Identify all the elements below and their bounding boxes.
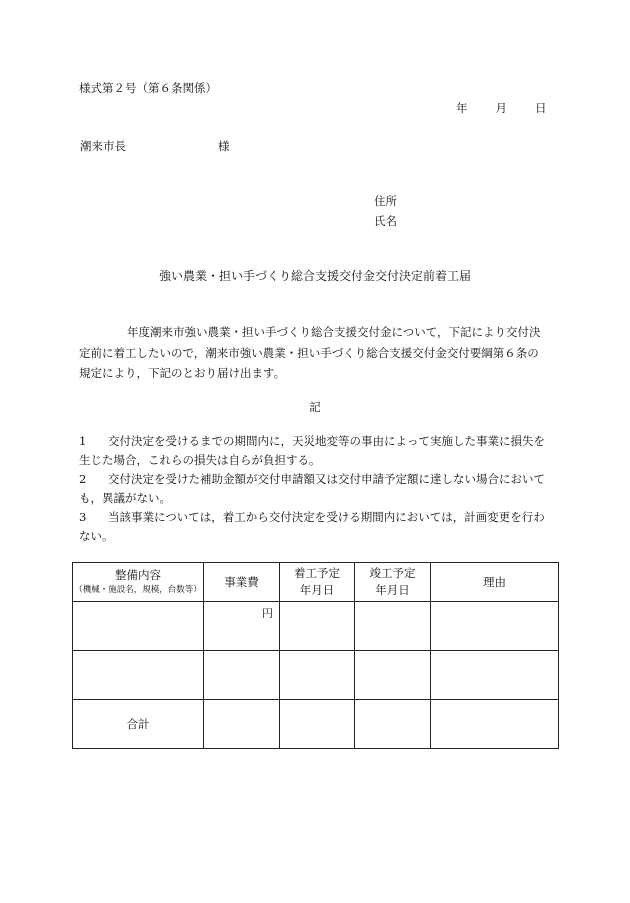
item-text: 当該事業については，着工から交付決定を受ける期間内においては，計画変更を行わない。 — [79, 510, 545, 543]
header-start-line2: 年月日 — [299, 583, 335, 597]
header-end-line2: 年月日 — [375, 583, 410, 597]
date-day-label: 日 — [535, 101, 547, 115]
start-date-cell[interactable] — [280, 602, 355, 651]
date-line — [456, 100, 547, 116]
end-date-cell[interactable] — [355, 651, 431, 700]
header-start-date — [280, 563, 355, 602]
total-label: 合計 — [73, 700, 204, 749]
item-number: 1 — [79, 434, 87, 448]
header-content-label: 整備内容 — [115, 568, 161, 582]
reason-cell[interactable] — [431, 602, 559, 651]
document-title: 強い農業・担い手づくり総合支援交付金交付決定前着工届 — [158, 269, 471, 283]
cost-cell[interactable] — [204, 602, 280, 651]
reason-cell[interactable] — [431, 651, 559, 700]
yen-unit: 円 — [262, 607, 273, 620]
start-date-cell[interactable] — [280, 651, 355, 700]
date-year-label: 年 — [456, 101, 468, 115]
list-item — [79, 432, 551, 469]
list-item — [79, 508, 551, 545]
total-reason-cell[interactable] — [431, 700, 559, 749]
end-date-cell[interactable] — [355, 602, 431, 651]
form-number: 様式第２号（第６条関係） — [79, 81, 217, 95]
addressee: 潮来市長 — [80, 139, 126, 153]
content-cell[interactable] — [73, 651, 204, 700]
header-end-line1: 竣工予定 — [369, 566, 416, 580]
ki-heading: 記 — [309, 400, 321, 414]
cost-cell[interactable] — [204, 651, 280, 700]
item-text: 交付決定を受けた補助金額が交付申請額又は交付申請予定額に達しない場合においても，異議がない。 — [79, 472, 545, 505]
header-content-sub: （機械・施設名，規模，台数等） — [74, 585, 202, 595]
table-row — [73, 651, 559, 700]
list-item — [79, 470, 551, 507]
applicant-name-label: 氏名 — [374, 214, 397, 228]
table-row — [73, 602, 559, 651]
total-end-cell[interactable] — [355, 700, 431, 749]
header-start-line1: 着工予定 — [294, 566, 340, 580]
header-cost: 事業費 — [204, 563, 280, 602]
total-row — [73, 700, 559, 749]
date-month-label: 月 — [495, 101, 507, 115]
cost-table — [72, 562, 559, 749]
header-content — [73, 563, 204, 602]
total-start-cell[interactable] — [280, 700, 355, 749]
table-header-row — [73, 563, 559, 602]
header-end-date — [355, 563, 431, 602]
total-cost-cell[interactable] — [204, 700, 280, 749]
content-cell[interactable] — [73, 602, 204, 651]
item-text: 交付決定を受けるまでの期間内に，天災地変等の事由によって実施した事業に損失を生じた場合，これらの損失は自らが負担する。 — [79, 434, 545, 467]
addressee-honorific: 様 — [218, 139, 230, 153]
body-paragraph: 年度潮来市強い農業・担い手づくり総合支援交付金について，下記により交付決定前に着工したいので，潮来市強い農業・担い手づくり総合支援交付金交付要綱第６条の規定により，下記のとおり届け出ます。 — [79, 325, 541, 380]
item-number: 3 — [79, 510, 87, 524]
item-number: 2 — [79, 472, 87, 486]
header-reason: 理由 — [431, 563, 559, 602]
applicant-address-label: 住所 — [374, 194, 397, 208]
